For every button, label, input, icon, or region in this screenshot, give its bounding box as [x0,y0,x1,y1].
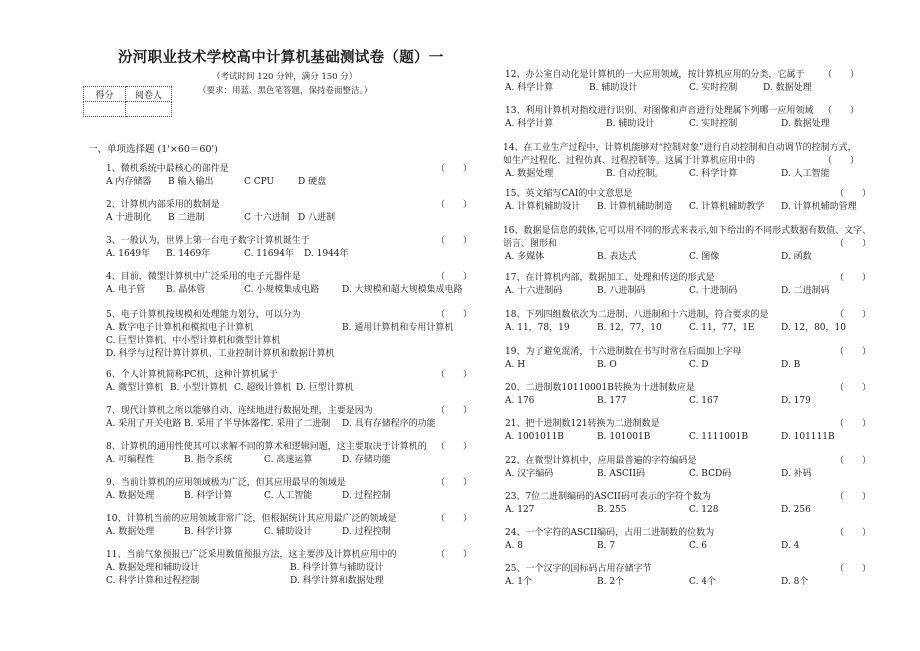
option-d: D. 12，80，10 [781,323,846,333]
question-options [505,504,895,517]
answer-blank: （ ） [835,528,872,538]
option-c: C. 11，77，1E [689,323,755,333]
answer-blank: （ ） [823,106,860,116]
question-options [106,176,461,189]
question-options [503,251,895,264]
answer-blank: （ ） [436,310,473,320]
option-c: C. BCD码 [689,469,732,479]
question-options [503,168,895,181]
option-b: B. 指令系统 [184,455,233,465]
score-table [83,86,172,117]
question-stem: 14、在工业生产过程中，计算机能够对“控制对象”进行自动控制和自动调节的控制方式， [503,143,857,153]
option-a: A. 汉字编码 [505,469,554,479]
option-a: A. 科学计算 [505,119,554,129]
question-23 [505,491,895,517]
option-d: D 八进制 [298,213,336,223]
answer-blank: （ ） [436,236,473,246]
option-d: D. 函数 [781,252,812,262]
option-a: A. 8 [505,541,523,551]
option-c: C. 实时控制 [689,83,738,93]
option-a: A 内存储器 [106,177,152,187]
question-stem: 17、在计算机内部，数据加工、处理和传送的形式是 （ ） [505,273,872,283]
answer-blank: （ ） [835,239,872,249]
question-5 [106,309,473,361]
option-d: D 硬盘 [298,177,327,187]
question-options [505,118,895,131]
question-options [106,382,461,395]
question-stem: 24、一个字符的ASCII编码，占用二进制数的位数为 （ ） [505,528,872,538]
question-options [106,562,461,575]
option-b: B. 通用计算机和专用计算机 [342,323,454,333]
option-d: D. 101111B [781,432,835,442]
option-b: B. 101001B [597,432,651,442]
question-options [505,285,895,298]
question-16 [503,225,895,264]
option-c: C 十六进制 [244,213,290,223]
answer-blank: （ ） [835,564,872,574]
question-stem-continued: 语言、图形和 （ ） [503,239,872,249]
option-b: B. 辅助设计 [589,83,638,93]
option-a: A. 电子管 [106,285,146,295]
option-b: B. ASCII码 [597,469,645,479]
grader-cell [126,102,172,117]
question-9 [106,477,473,503]
question-3 [106,235,473,261]
answer-blank: （ ） [436,406,473,416]
question-stem: 22、在微型计算机中，应用最普遍的字符编码是 （ ） [505,456,872,466]
option-a: A. 1个 [505,577,532,587]
question-14 [503,142,895,181]
question-stem: 9、当前计算机的应用领域极为广泛，但其应用最早的领域是 （ ） [106,478,473,488]
option-d: D. 256 [781,505,811,515]
option-a: A. 1649年 [106,249,151,259]
question-10 [106,513,473,539]
question-7 [106,405,473,431]
option-a: A. 127 [505,505,535,515]
option-d: D. 科学计算和数据处理 [290,576,384,586]
option-a: A. 计算机辅助设计 [505,202,581,212]
option-b: B. 12，77，10 [597,323,662,333]
question-options [505,359,895,372]
question-options-row [106,335,466,348]
grader-header: 阅卷人 [126,87,172,102]
question-18 [505,309,895,335]
option-c: C. 6 [689,541,708,551]
option-b: B. 采用了半导体器件 [184,419,269,429]
option-b: B. 1469年 [166,249,211,259]
option-c: C. 小规模集成电路 [244,285,320,295]
answer-blank: （ ） [835,310,872,320]
question-options [106,418,466,431]
option-b: B 二进制 [168,213,205,223]
answer-blank: （ ） [835,347,872,357]
answer-blank: （ ） [436,514,473,524]
option-a: A. 176 [505,396,535,406]
question-22 [505,455,895,481]
option-b: B. 辅助设计 [606,119,655,129]
option-b: B. 科学计算与辅助设计 [290,563,384,573]
question-options [505,540,895,553]
question-options [106,248,461,261]
question-stem: 5、电子计算机按规模和处理能力划分，可以分为 （ ） [106,310,473,320]
option-a: A. 数据处理 [106,527,155,537]
question-stem: 2、计算机内部采用的数制是 （ ） [106,200,473,210]
option-a: A 十进制化 [106,213,152,223]
question-stem: 25、一个汉字的国标码占用存储字节 （ ） [505,564,872,574]
option-d: D. 4 [781,541,800,551]
question-20 [505,382,895,408]
score-header: 得分 [84,87,126,102]
option-c: C. 4个 [689,577,717,587]
answer-blank: （ ） [835,383,872,393]
question-stem: 13、利用计算机对指纹进行识别、对图像和声音进行处理属下列哪一应用领域 （ ） [505,106,860,116]
option-b: B. 表达式 [597,252,637,262]
question-stem: 18、下列四组数依次为二进制、八进制和十六进制，符合要求的是 （ ） [505,310,872,320]
option-a: A. 数据处理 [106,491,155,501]
option-d: D. 8个 [781,577,809,587]
option-d: D. 科学与过程计算计算机、工业控制计算机和数据计算机 [106,349,335,359]
question-4 [106,271,473,297]
question-stem-continued: 如生产过程化、过程仿真、过程控制等。这属于计算机应用中的 （ ） [503,156,860,166]
option-b: B. 177 [597,396,627,406]
question-options [505,201,895,214]
option-c: C. 128 [689,505,719,515]
option-c: C. 科学计算和过程控制 [106,576,200,586]
answer-blank: （ ） [436,272,473,282]
option-d: D. 计算机辅助管理 [781,202,857,212]
option-b: B. 2个 [597,577,625,587]
option-a: A. 多媒体 [505,252,545,262]
question-options [106,322,466,335]
exam-title: 汾河职业技术学校高中计算机基础测试卷（题）一 [118,50,444,66]
option-c: C. 巨型计算机、中小型计算机和微型计算机 [106,336,281,346]
option-b: B 输入输出 [168,177,214,187]
option-c: C. 科学计算 [689,169,738,179]
question-options [505,431,895,444]
question-stem: 3、一般认为，世界上第一台电子数字计算机诞生于 （ ） [106,236,473,246]
answer-blank: （ ） [436,200,473,210]
option-a: A. 科学计算 [505,83,554,93]
answer-blank: （ ） [835,492,872,502]
question-21 [505,418,895,444]
question-17 [505,272,895,298]
option-b: B. 八进制码 [597,286,646,296]
option-d: D. 人工智能 [781,169,830,179]
option-d: D. 存储功能 [342,455,391,465]
question-2 [106,199,473,225]
option-b: B. 科学计算 [184,491,233,501]
option-a: A. 微型计算机 [106,383,164,393]
option-c: C. 采用了二进制 [264,419,331,429]
question-stem: 23、7位二进制编码的ASCII码可表示的字符个数为 （ ） [505,492,872,502]
option-d: D. 补码 [781,469,812,479]
option-d: D. B [781,360,801,370]
question-stem: 10、计算机当前的应用领域非常广泛，但根据统计其应用最广泛的领域是 （ ） [106,514,473,524]
option-a: A. 数据处理和辅助设计 [106,563,200,573]
question-stem: 15、英文缩写CAI的中文意思是 （ ） [505,189,872,199]
option-d: D. 数据处理 [763,83,812,93]
option-c: C. 167 [689,396,719,406]
question-stem: 20、二进制数10110001B转换为十进制数应是 （ ） [505,383,872,393]
answer-blank: （ ） [835,419,872,429]
question-stem: 21、把十进制数121转换为二进制数是 （ ） [505,419,872,429]
option-d: D. 大规模和超大规模集成电路 [342,285,463,295]
answer-blank: （ ） [436,478,473,488]
question-13 [505,105,895,131]
option-c: C. 1111001B [689,432,748,442]
question-stem: 16、数据是信息的载体,它可以用不同的形式来表示,如下给出的不同形式数据有数值、文字、 [503,226,872,236]
answer-blank: （ ） [835,456,872,466]
option-c: C. 实时控制 [689,119,738,129]
question-options [505,82,895,95]
score-cell [84,102,126,117]
option-d: D. 数据处理 [781,119,830,129]
question-stem: 1、微机系统中最核心的部件是 （ ） [106,164,473,174]
option-c: C. 人工智能 [264,491,313,501]
option-b: B. 科学计算 [184,527,233,537]
option-c: C. 计算机辅助教学 [689,202,765,212]
question-stem: 8、计算机的通用性使其可以求解不同的算术和逻辑问题，这主要取决于计算机的 （ ） [106,442,473,452]
question-stem: 12、办公室自动化是计算机的一大应用领域，按计算机应用的分类，它属于 （ ） [505,70,860,80]
section-title: 一、单项选择题 (1'×60＝60') [88,144,218,155]
question-8 [106,441,473,467]
option-b: B. 自动控制。 [606,169,664,179]
option-a: A. 1001011B [505,432,564,442]
option-a: A. 数字电子计算机和模拟电子计算机 [106,323,254,333]
question-19 [505,346,895,372]
option-b: B. O [597,360,617,370]
question-options-row [106,348,466,361]
question-11 [106,549,473,588]
answer-blank: （ ） [835,273,872,283]
question-stem: 7、现代计算机之所以能够自动、连续地进行数据处理，主要是因为 （ ） [106,406,473,416]
option-a: A. 可编程性 [106,455,155,465]
question-stem: 4、目前，微型计算机中广泛采用的电子元器件是 （ ） [106,272,473,282]
question-25 [505,563,895,589]
question-24 [505,527,895,553]
question-15 [505,188,895,214]
exam-requirements: （要求：用蓝、黑色笔答题，保持卷面整洁。） [198,86,373,96]
option-a: A. 11，78，19 [505,323,570,333]
option-c: C. 超级计算机 [234,383,292,393]
question-options [106,212,461,225]
question-stem: 19、为了避免混淆，十六进制数在书写时常在后面加上字母 （ ） [505,347,872,357]
answer-blank: （ ） [436,370,473,380]
option-c: C. D [689,360,709,370]
option-c: C. 高速运算 [264,455,313,465]
question-options [505,322,895,335]
option-b: B. 小型计算机 [170,383,228,393]
option-c: C. 辅助设计 [264,527,313,537]
question-options [106,454,466,467]
question-options [505,395,895,408]
option-d: D. 二进制码 [781,286,830,296]
exam-info: （考试时间 120 分钟，满分 150 分） [212,72,358,82]
answer-blank: （ ） [436,164,473,174]
question-options [106,490,461,503]
answer-blank: （ ） [823,70,860,80]
question-12 [505,69,895,95]
option-c: C CPU [244,177,275,187]
question-options [505,468,895,481]
answer-blank: （ ） [835,189,872,199]
answer-blank: （ ） [823,156,860,166]
option-b: B. 计算机辅助制造 [597,202,673,212]
option-c: C. 十进制码 [689,286,738,296]
option-a: A. 采用了开关电路 [106,419,182,429]
option-d: D. 过程控制 [342,527,391,537]
option-b: B. 晶体管 [166,285,206,295]
option-d: D. 具有存储程序的功能 [342,419,436,429]
option-d: D. 过程控制 [342,491,391,501]
question-options [106,526,461,539]
option-c: C. 11694年 [244,249,294,259]
option-b: B. 255 [597,505,627,515]
question-options-row [106,575,461,588]
question-stem: 6、个人计算机简称PC机，这种计算机属于 （ ） [106,370,473,380]
question-1 [106,163,473,189]
question-options [106,284,466,297]
question-options [505,576,895,589]
answer-blank: （ ） [436,550,473,560]
option-a: A. 数据处理 [505,169,554,179]
option-c: C. 图像 [689,252,720,262]
question-6 [106,369,473,395]
answer-blank: （ ） [436,442,473,452]
option-a: A. 十六进制码 [505,286,563,296]
option-d: D. 1944年 [304,249,349,259]
option-d: D. 179 [781,396,811,406]
question-stem: 11、当前气象预报已广泛采用数值预报方法，这主要涉及计算机应用中的 （ ） [106,550,473,560]
option-b: B. 7 [597,541,616,551]
option-d: D. 巨型计算机 [296,383,354,393]
option-a: A. H [505,360,526,370]
